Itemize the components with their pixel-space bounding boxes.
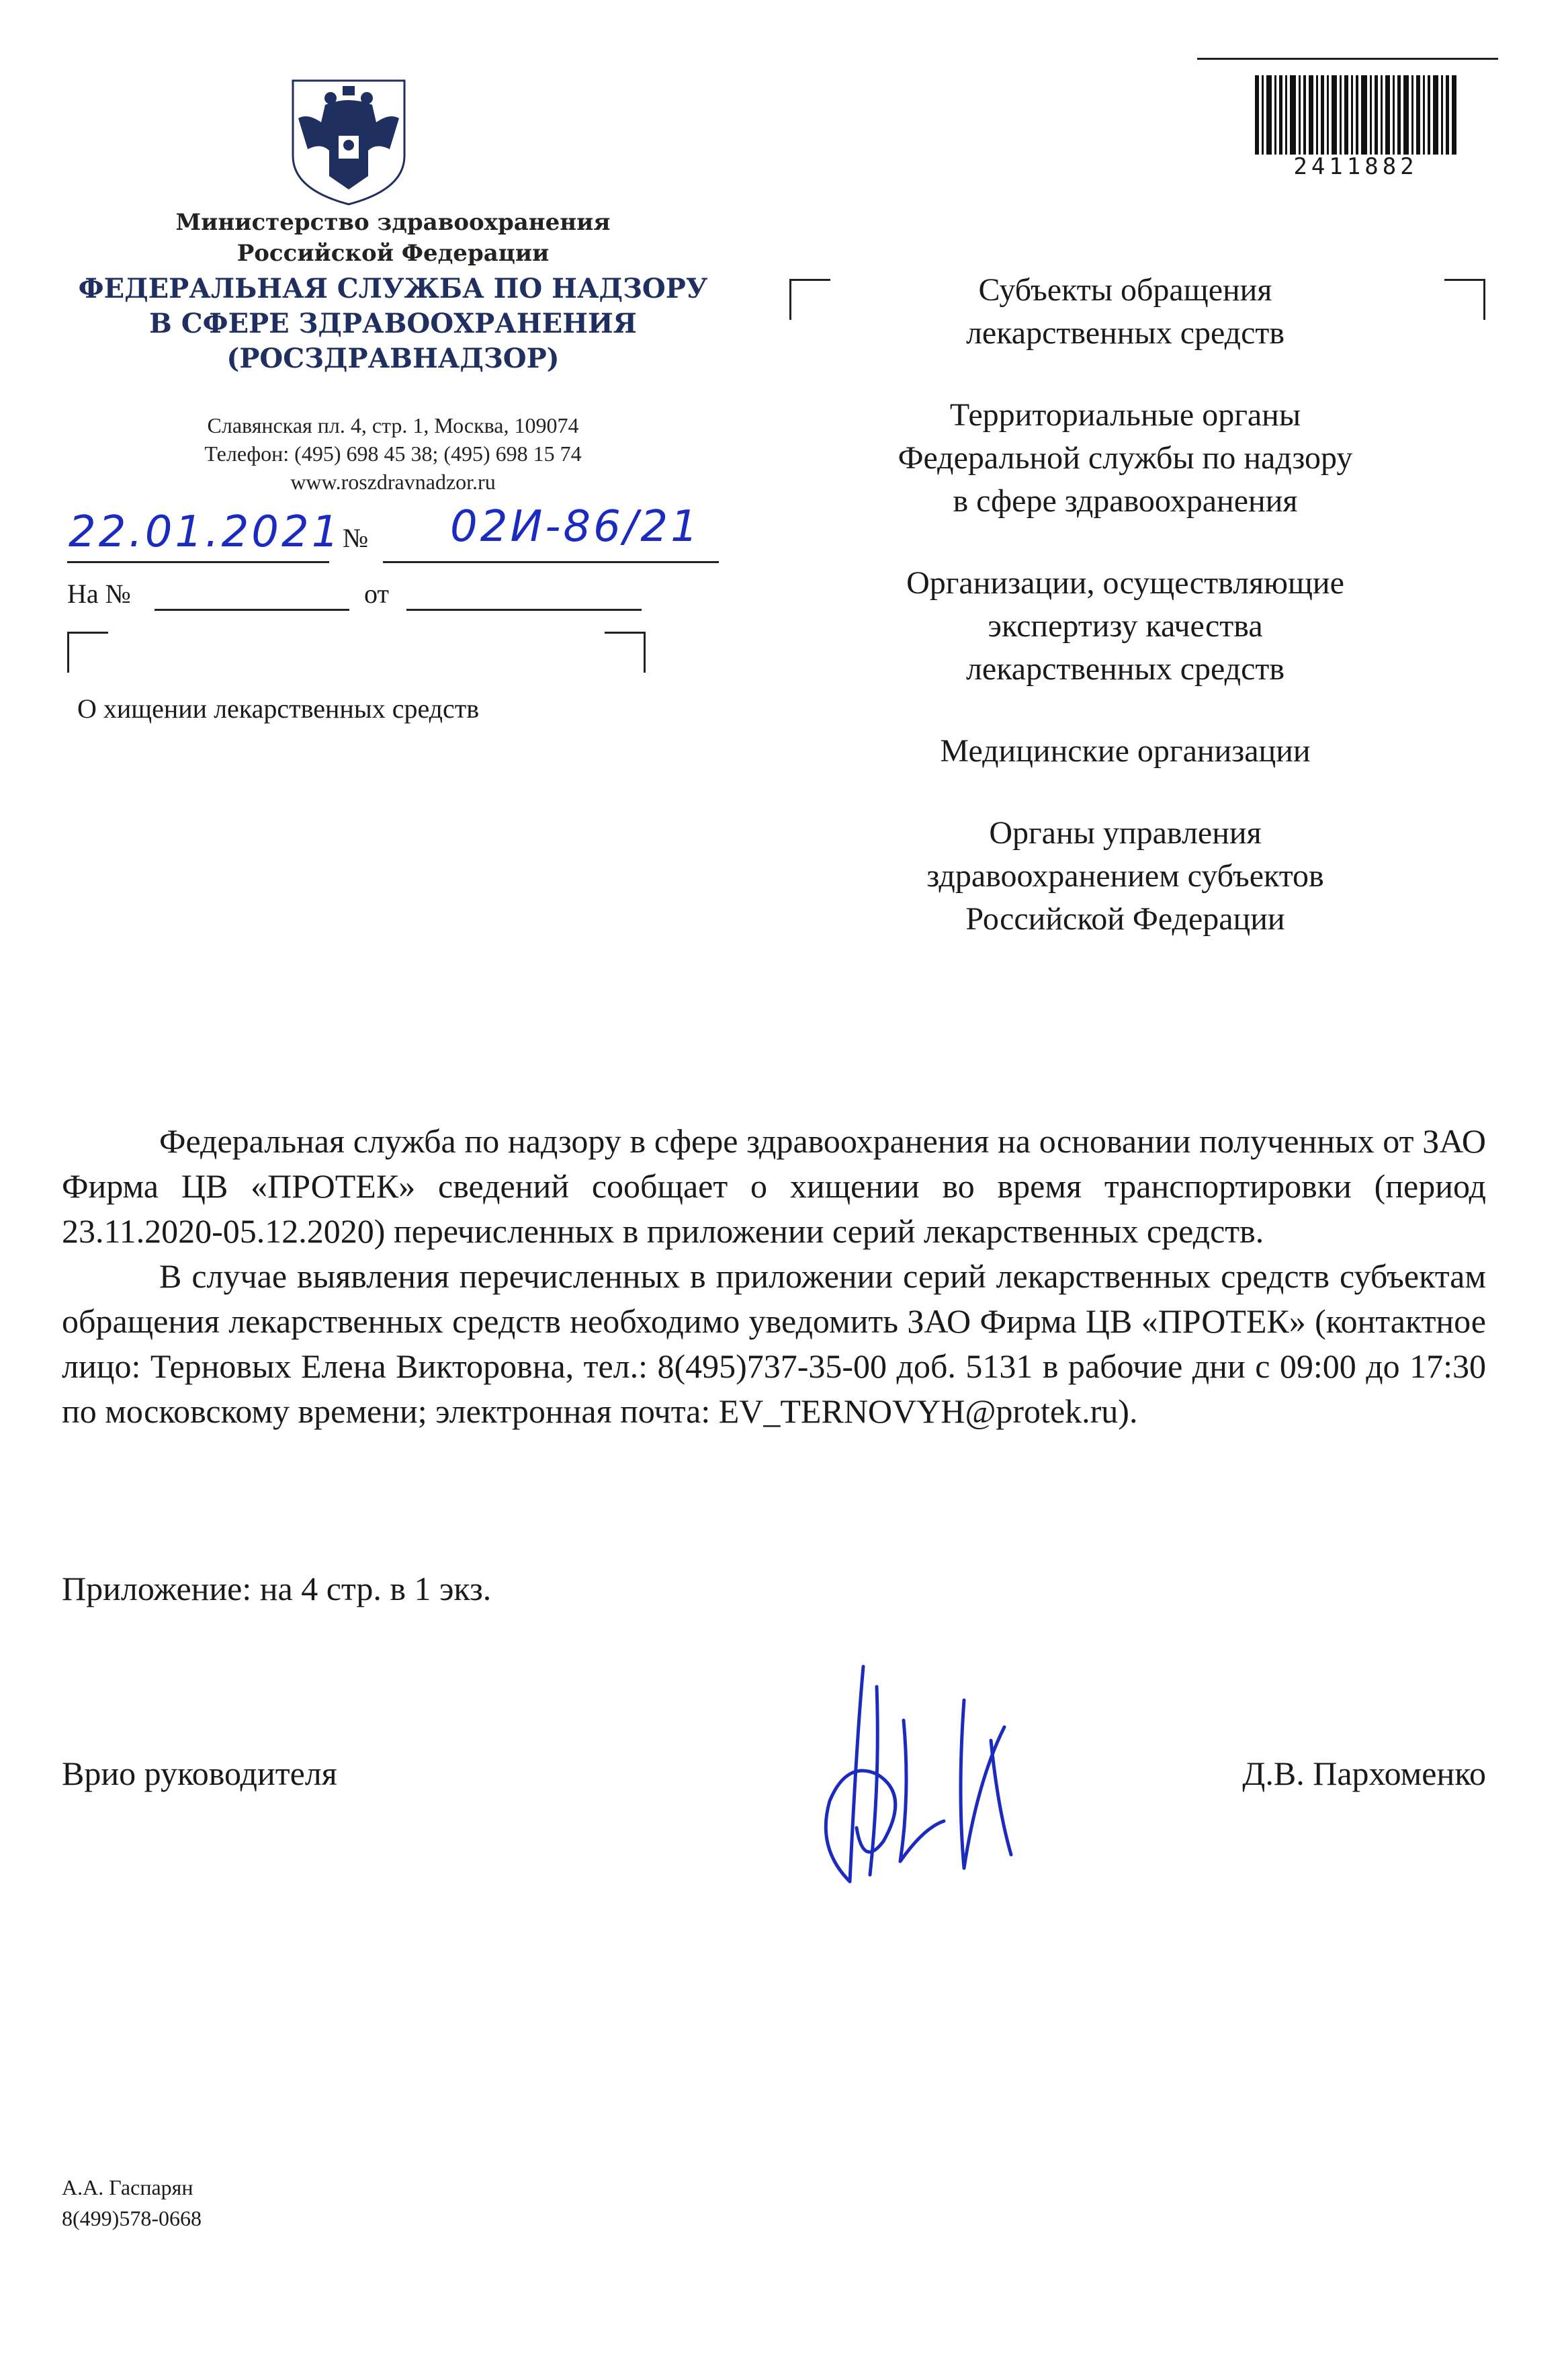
number-sign: № bbox=[343, 523, 369, 553]
recipients-block bbox=[793, 269, 1458, 980]
service-name: ФЕДЕРАЛЬНАЯ СЛУЖБА ПО НАДЗОРУ В СФЕРЕ ЗДРАВООХРАНЕНИЯ (РОСЗДРАВНАДЗОР) bbox=[78, 273, 708, 374]
body-paragraph: В случае выявления перечисленных в приложении серий лекарственных средств субъектам обращения лекарственных средств необходимо уведомить ЗАО Фирма ЦВ «ПРОТЕК» (контактное лицо: Терновых Елена Викторовна, тел.: 8(495)737-35-00 доб. 5131 в рабочие дни с 09:00 до 17:30 по московскому времени; электронная почта: EV_TERNOVYH@protek.ru). bbox=[62, 1257, 1486, 1430]
subject-bracket-left bbox=[67, 632, 108, 673]
handwritten-date: 22.01.2021 bbox=[69, 507, 342, 557]
signatory-name: Д.В. Пархоменко bbox=[1242, 1755, 1486, 1792]
reference-label: На № bbox=[67, 579, 131, 609]
recipient-group: Территориальные органы Федеральной службы по надзору в сфере здравоохранения bbox=[898, 397, 1353, 519]
letter-body bbox=[62, 1119, 1486, 1434]
body-paragraph: Федеральная служба по надзору в сфере здравоохранения на основании полученных от ЗАО Фирма ЦВ «ПРОТЕК» сведений сообщает о хищении во время транспортировки (период 23.11.2020-05.12.2020) перечисленных в приложении серий лекарственных средств. bbox=[62, 1122, 1486, 1250]
barcode-number: 2411882 bbox=[1293, 153, 1418, 180]
phone-line: Телефон: (495) 698 45 38; (495) 698 15 74 bbox=[204, 441, 582, 466]
website-line: www.roszdravnadzor.ru bbox=[290, 470, 496, 494]
executor-name: А.А. Гаспарян bbox=[62, 2175, 193, 2199]
recipient-group: Организации, осуществляющие экспертизу качества лекарственных средств bbox=[906, 565, 1344, 687]
barcode-icon bbox=[1255, 75, 1456, 155]
executor-phone: 8(499)578-0668 bbox=[62, 2206, 202, 2230]
barcode-top-rule bbox=[1197, 58, 1498, 60]
recipient-group: Медицинские организации bbox=[940, 733, 1311, 769]
recipient-group: Органы управления здравоохранением субъектов Российской Федерации bbox=[926, 815, 1324, 937]
appendix-note: Приложение: на 4 стр. в 1 экз. bbox=[62, 1570, 492, 1607]
registration-row bbox=[67, 502, 739, 571]
handwritten-signature bbox=[810, 1660, 1025, 1902]
recipient-group: Субъекты обращения лекарственных средств bbox=[965, 272, 1285, 351]
handwritten-number: 02И-86/21 bbox=[450, 502, 701, 552]
letter-subject: О хищении лекарственных средств bbox=[77, 693, 480, 724]
coat-of-arms-icon bbox=[289, 75, 408, 207]
from-label: от bbox=[364, 579, 389, 609]
address-line: Славянская пл. 4, стр. 1, Москва, 109074 bbox=[207, 413, 579, 437]
executor-block bbox=[62, 2172, 202, 2234]
reference-row bbox=[67, 578, 672, 618]
sender-address bbox=[81, 411, 705, 496]
signatory-position: Врио руководителя bbox=[62, 1755, 337, 1792]
subject-bracket-right bbox=[605, 632, 646, 673]
ministry-name: Министерство здравоохранения Российской Федерации bbox=[175, 209, 611, 267]
